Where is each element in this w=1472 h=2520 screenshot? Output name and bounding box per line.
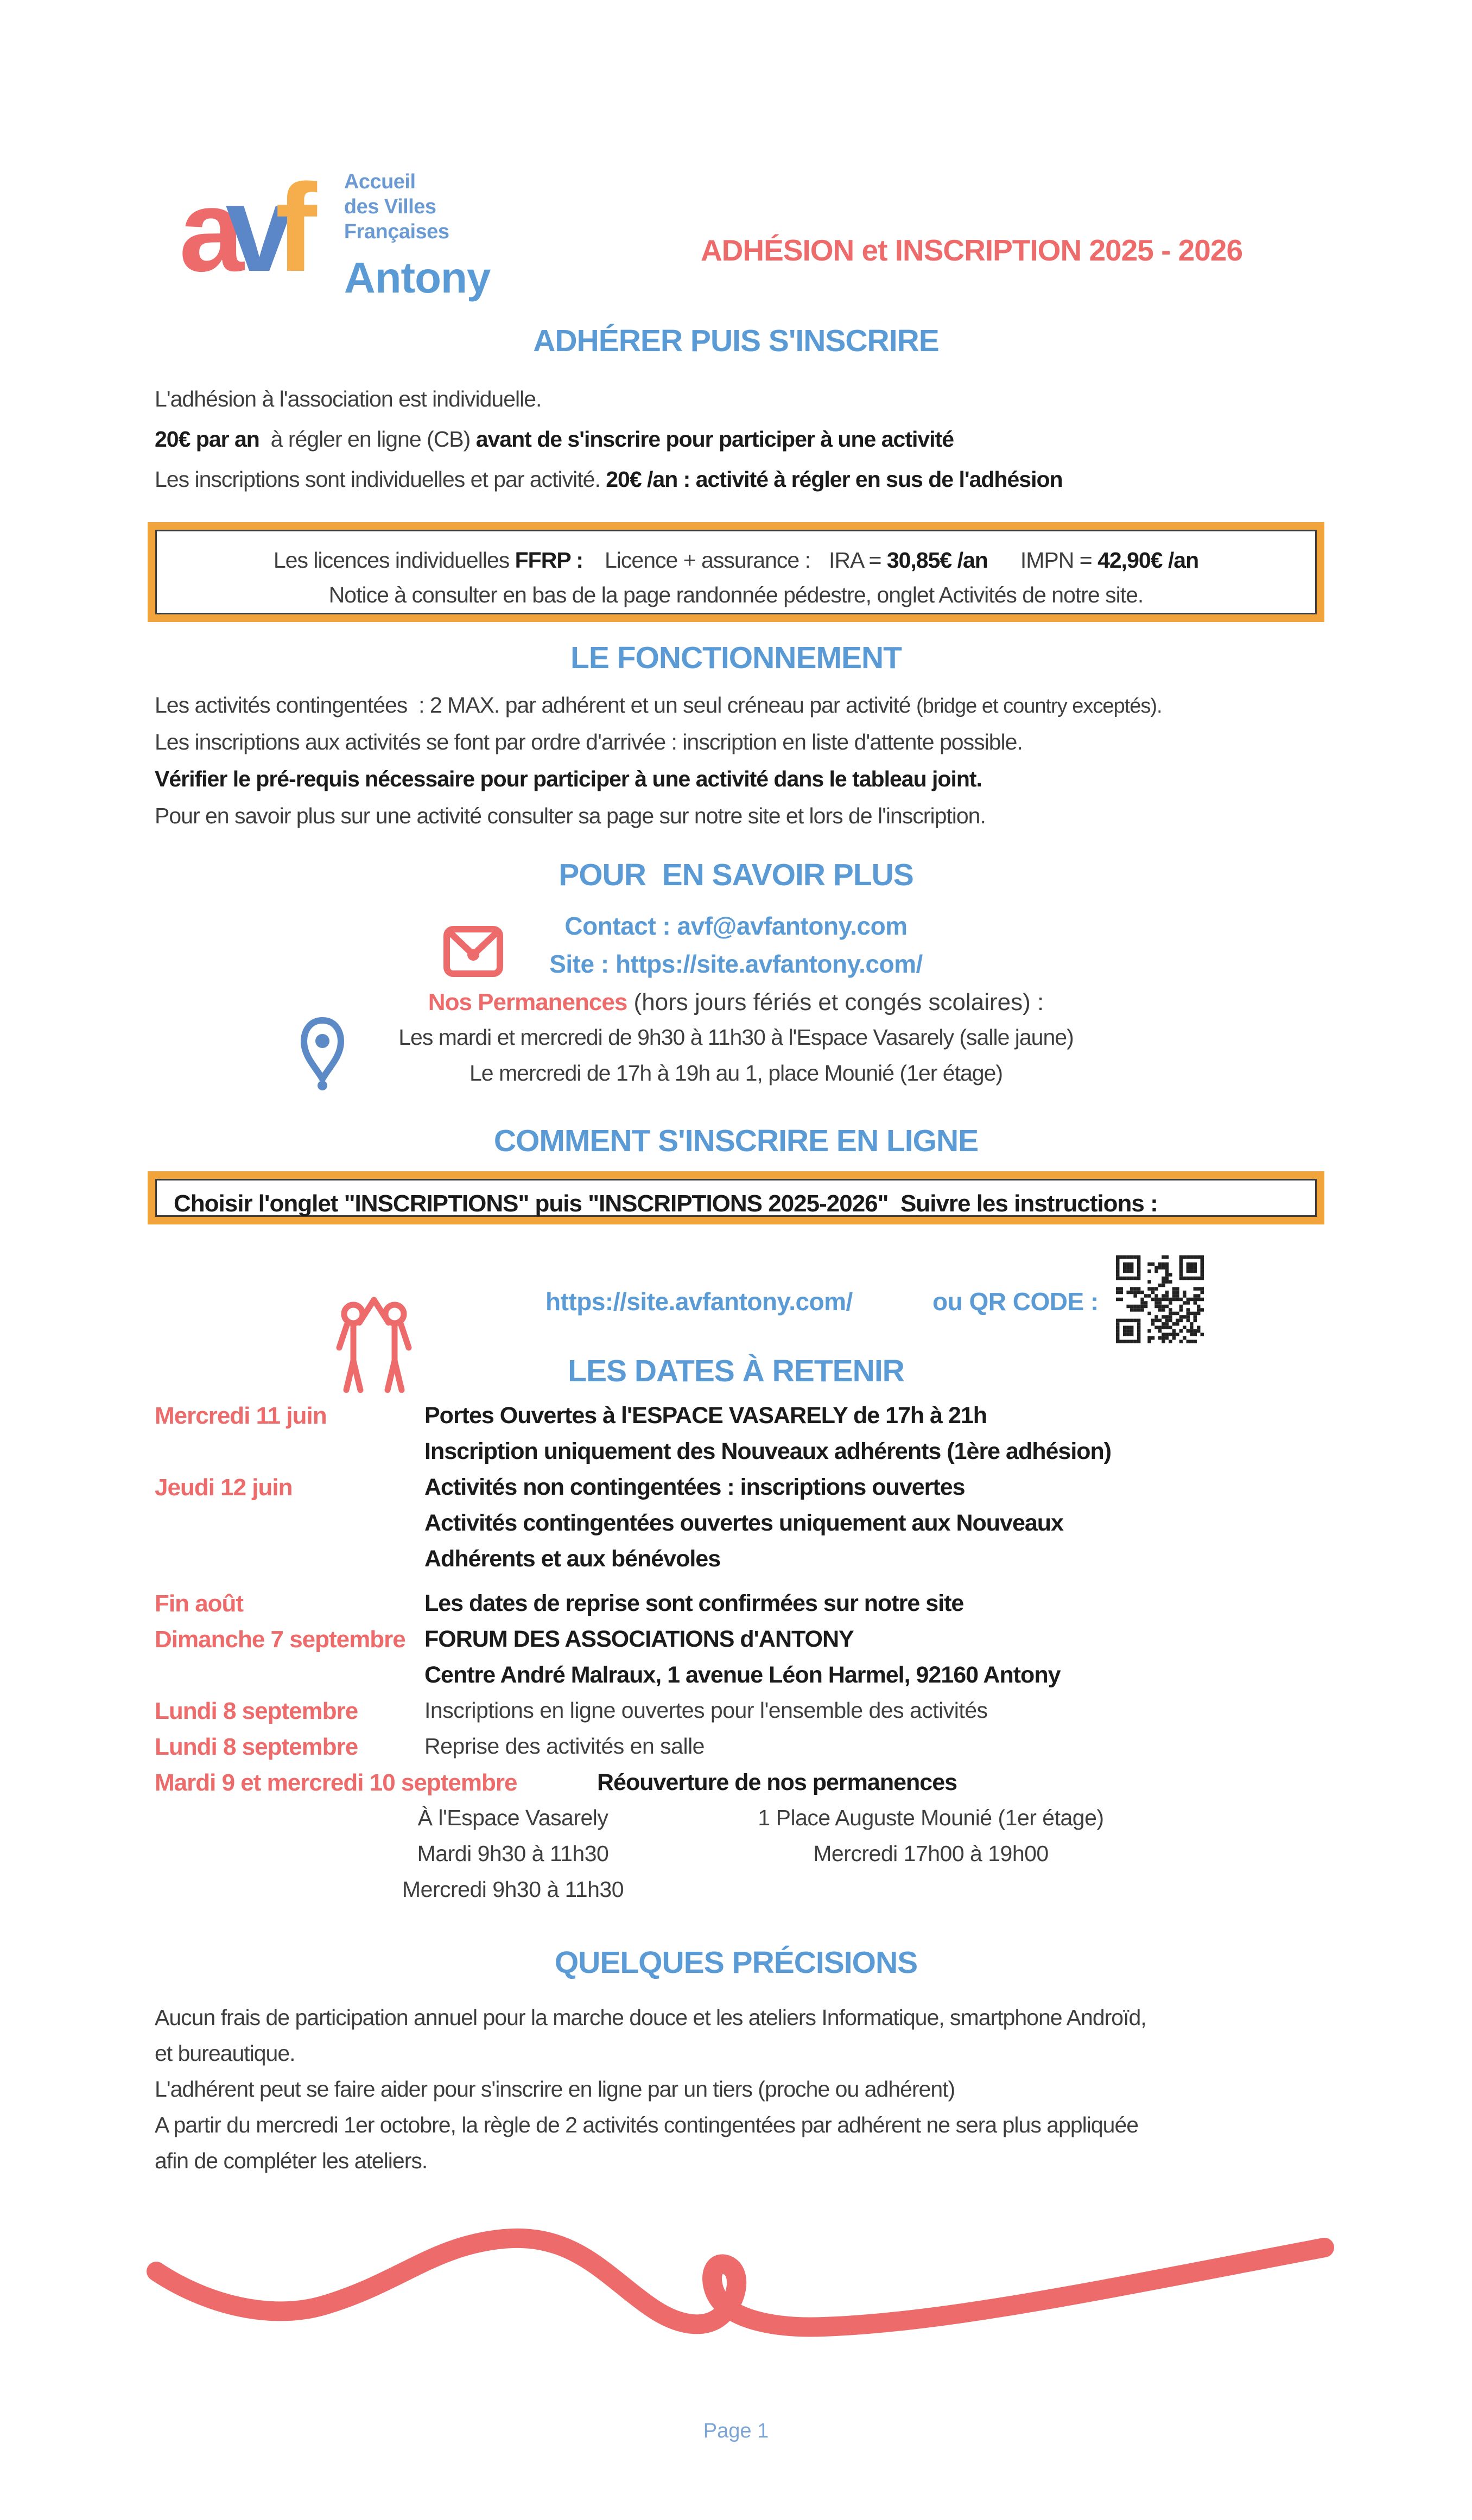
section-heading-inscrire: COMMENT S'INSCRIRE EN LIGNE [493,1123,979,1158]
ira-label: IRA = [829,548,887,573]
ffrp-line-1 [155,543,1317,577]
date-event: Reprise des activités en salle [424,1734,705,1759]
logo-letter-v: v [225,160,276,297]
site-url-link-2[interactable]: https://site.avfantony.com/ [545,1287,853,1316]
contact-email-link[interactable]: Contact : avf@avfantony.com [564,912,908,940]
date-event: Portes Ouvertes à l'ESPACE VASARELY de 17h à 21h [424,1402,987,1429]
date-event: FORUM DES ASSOCIATIONS d'ANTONY [424,1626,854,1652]
ffrp-box-content [155,530,1317,612]
impn-price: 42,90€ /an [1097,548,1199,573]
logo-letter-a: a [179,165,226,296]
licence-assurance-label: Licence + assurance : [605,548,810,573]
ffrp-line-2: Notice à consulter en bas de la page randonnée pédestre, onglet Activités de notre site. [328,582,1144,607]
section-heading-adherer: ADHÉRER PUIS S'INSCRIRE [533,323,939,358]
date-label: Lundi 8 septembre [155,1698,358,1724]
schedule-left-line: Mardi 9h30 à 11h30 [417,1841,609,1866]
fonctionnement-line-1-note: (bridge et country exceptés). [916,695,1162,718]
date-event: Activités non contingentées : inscriptions ouvertes [424,1474,965,1500]
logo-letter-f: f [275,158,299,297]
adherer-line-3 [155,467,1063,492]
precisions-line-4: A partir du mercredi 1er octobre, la règle de 2 activités contingentées par adhérent ne sera plus appliquée [155,2112,1139,2137]
instructions-text [155,1179,1317,1224]
fonctionnement-line-3: Vérifier le pré-requis nécessaire pour participer à une activité dans le tableau joint. [155,766,982,791]
fonctionnement-line-1-main: Les activités contingentées : 2 MAX. par adhérent et un seul créneau par activité [155,693,916,718]
date-label: Mercredi 11 juin [155,1402,327,1429]
ffrp-label: FFRP : [515,548,583,573]
instructions-box [148,1171,1324,1224]
precisions-line-2: et bureautique. [155,2041,295,2066]
schedule-left-line: À l'Espace Vasarely [417,1805,608,1830]
precisions-line-5: afin de compléter les ateliers. [155,2148,428,2173]
ffrp-intro: Les licences individuelles [273,548,515,573]
logo-org-line: Accueil [344,170,416,193]
adherer-line-2-bold: avant de s'inscrire pour participer à une activité [475,427,954,452]
adherer-line-3-start: Les inscriptions sont individuelles et par activité. [155,467,606,492]
date-label: Jeudi 12 juin [155,1474,293,1501]
page-number: Page 1 [703,2420,769,2442]
date-label: Dimanche 7 septembre [155,1626,405,1653]
permanence-hours-2: Le mercredi de 17h à 19h au 1, place Mounié (1er étage) [469,1061,1003,1086]
avf-logo-letters [179,158,320,327]
page-title: ADHÉSION et INSCRIPTION 2025 - 2026 [700,233,1243,267]
location-pin-icon [300,996,345,1113]
date-label: Lundi 8 septembre [155,1734,358,1760]
permanences-note: (hors jours fériés et congés scolaires) : [627,989,1044,1015]
date-event: Centre André Malraux, 1 avenue Léon Harmel, 92160 Antony [424,1662,1061,1688]
section-heading-dates: LES DATES À RETENIR [568,1354,904,1388]
adherer-line-2 [155,427,954,452]
adherer-line-2-mid: à régler en ligne (CB) [259,427,476,452]
logo-text-block [344,169,491,327]
logo-org-name [344,169,491,244]
date-label: Mardi 9 et mercredi 10 septembre [155,1769,517,1796]
logo-org-line: des Villes [344,195,436,218]
section-heading-precisions: QUELQUES PRÉCISIONS [554,1945,918,1980]
wave-decoration [145,2202,1334,2370]
fonctionnement-line-1 [155,693,1162,719]
precisions-line-3: L'adhérent peut se faire aider pour s'inscrire en ligne par un tiers (proche ou adhérent) [155,2077,955,2102]
section-heading-savoir-plus: POUR EN SAVOIR PLUS [559,858,913,892]
people-high-five-icon [323,1260,424,1414]
date-event: Adhérents et aux bénévoles [424,1546,721,1572]
schedule-right-line: Mercredi 17h00 à 19h00 [813,1841,1049,1866]
activity-fee: 20€ /an : activité à régler en sus de l'adhésion [606,467,1063,492]
precisions-line-1: Aucun frais de participation annuel pour la marche douce et les ateliers Informatique, smartphone Androïd, [155,2005,1146,2030]
date-event: Activités contingentées ouvertes uniquement aux Nouveaux [424,1510,1063,1536]
fee-amount: 20€ par an [155,427,259,452]
impn-label: IMPN = [1020,548,1098,573]
section-heading-fonctionnement: LE FONCTIONNEMENT [570,640,902,675]
date-event: Inscriptions en ligne ouvertes pour l'ensemble des activités [424,1698,988,1723]
avf-logo [179,158,491,327]
qr-code [1116,1235,1204,1363]
date-label: Fin août [155,1590,244,1617]
schedule-right-line: 1 Place Auguste Mounié (1er étage) [758,1805,1104,1830]
site-url-link[interactable]: Site : https://site.avfantony.com/ [549,950,923,978]
ira-price: 30,85€ /an [886,548,988,573]
permanences-label: Nos Permanences [428,989,627,1015]
fonctionnement-line-4: Pour en savoir plus sur une activité consulter sa page sur notre site et lors de l'inscription. [155,803,986,828]
qr-code-label: ou QR CODE : [932,1287,1099,1316]
schedule-left-line: Mercredi 9h30 à 11h30 [402,1877,624,1902]
logo-city: Antony [344,253,491,302]
instructions-line: Choisir l'onglet "INSCRIPTIONS" puis "INSCRIPTIONS 2025-2026" Suivre les instructions : [174,1190,1158,1217]
adherer-line-1: L'adhésion à l'association est individuelle. [155,386,542,411]
date-event: Réouverture de nos permanences [597,1769,957,1795]
date-event: Inscription uniquement des Nouveaux adhérents (1ère adhésion) [424,1438,1112,1464]
fonctionnement-line-2: Les inscriptions aux activités se font par ordre d'arrivée : inscription en liste d'attente possible. [155,729,1023,754]
permanence-hours-1: Les mardi et mercredi de 9h30 à 11h30 à l'Espace Vasarely (salle jaune) [398,1025,1074,1050]
ffrp-licence-box [148,522,1324,622]
date-event: Les dates de reprise sont confirmées sur notre site [424,1590,964,1616]
permanences-line [0,989,1472,1017]
logo-org-line: Françaises [344,220,449,243]
